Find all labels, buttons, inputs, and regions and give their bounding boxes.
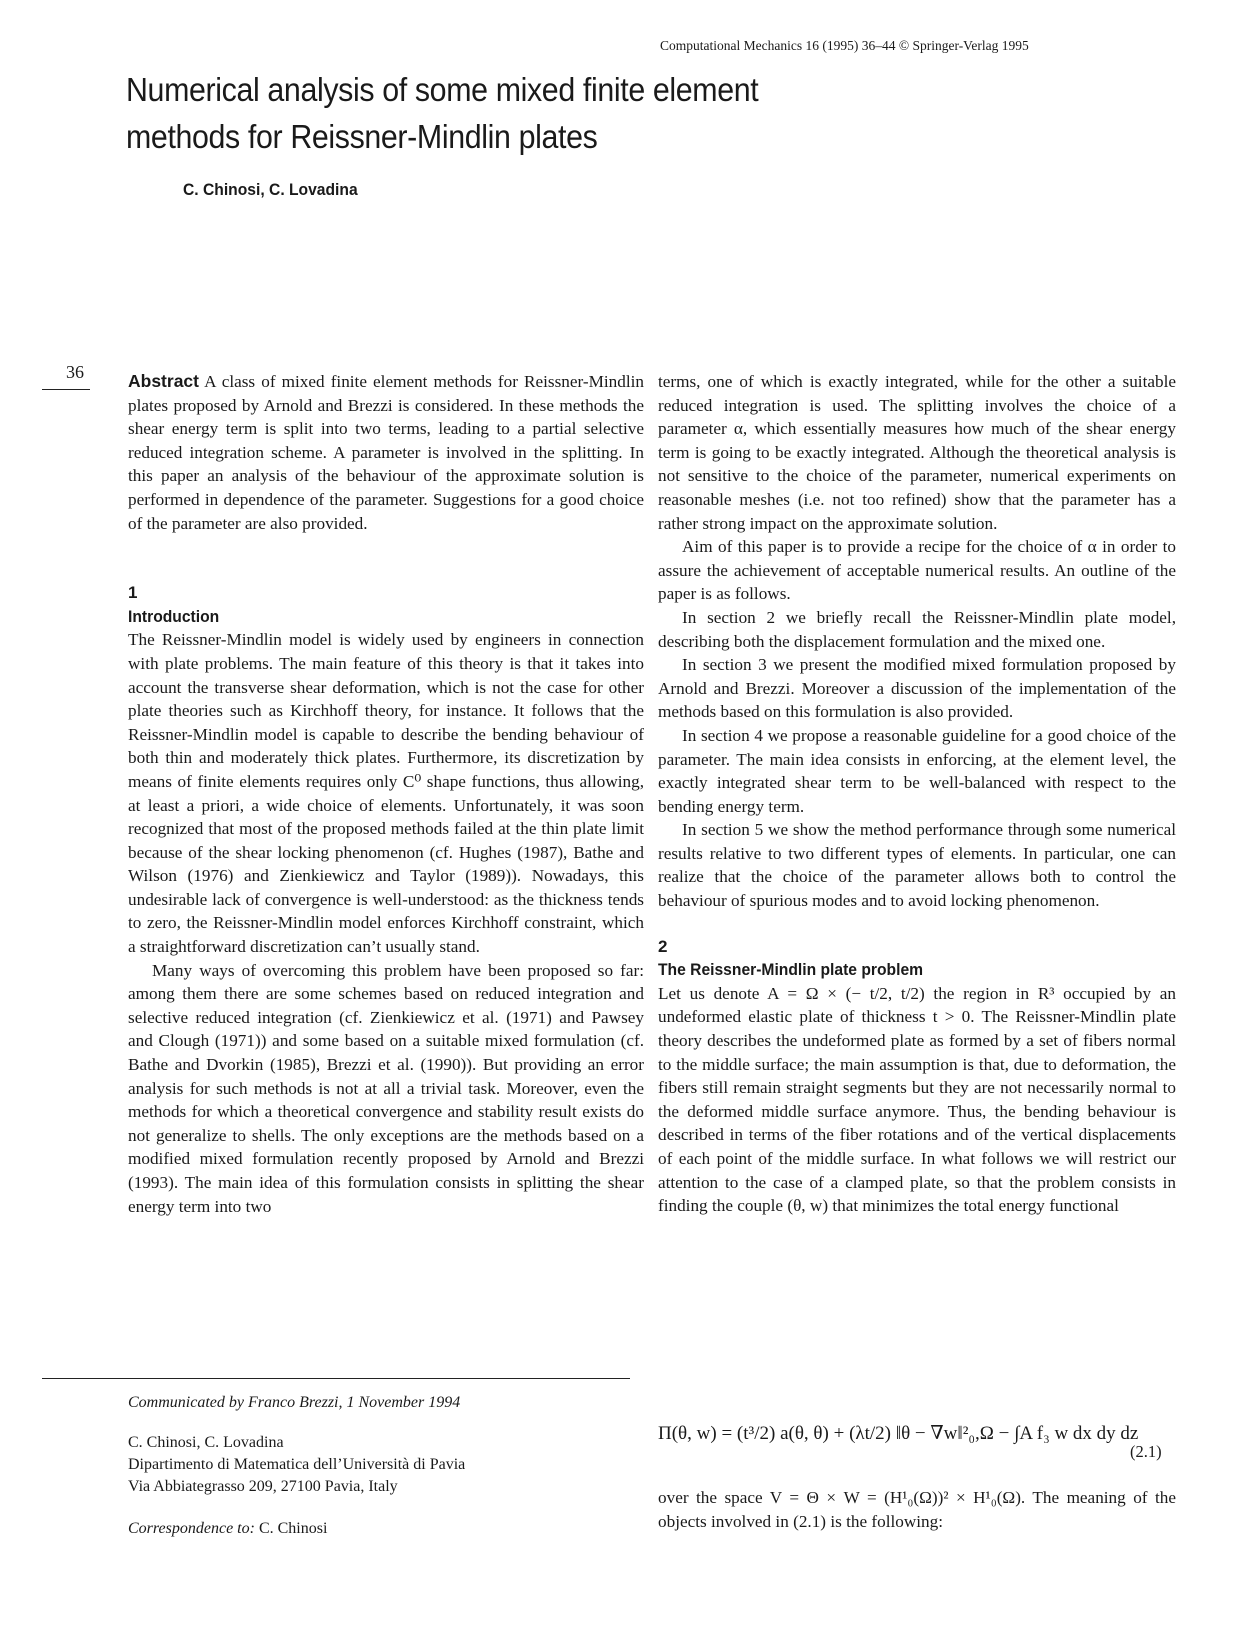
equation-text: Π(θ, w) = (t³/2) a(θ, θ) + (λt/2) ‖θ − ∇w‖²₀,Ω − ∫A f₃ w dx dy dz xyxy=(658,1423,1139,1444)
section-1-paragraph: terms, one of which is exactly integrated, while for the other a suitable reduced integration is used. The splitting involves the choice of a parameter α, which essentially measures how much of the shear energy term is going to be exactly integrated. Although the theoretical analysis is not sensitive to the choice of the parameter, numerical experiments on reasonable meshes (i.e. not too refined) show that the parameter has a rather strong impact on the approximate solution. xyxy=(658,372,1176,533)
correspondence-name: C. Chinosi xyxy=(258,1520,328,1537)
after-equation-text xyxy=(658,1486,1176,1533)
section-2-paragraph: over the space V = Θ × W = (H¹₀(Ω))² × H¹₀(Ω). The meaning of the objects involved in (2.1) is the following: xyxy=(658,1488,1176,1531)
section-1-paragraph: Many ways of overcoming this problem have been proposed so far: among them there are some schemes based on reduced integration and selective reduced integration (cf. Zienkiewicz et al. (1971) and Pawsey and Clough (1971)) and some based on a suitable mixed formulation (cf. Bathe and Dvorkin (1985), Brezzi et al. (1990)). But providing an error analysis for such methods is not at all a trivial task. Moreover, even the methods for which a theoretical convergence and stability result exists do not generalize to shells. The only exceptions are the methods based on a modified mixed formulation recently proposed by Arnold and Brezzi (1993). The main idea of this formulation consists in splitting the shear energy term into two xyxy=(128,960,644,1216)
affiliation-authors: C. Chinosi, C. Lovadina xyxy=(128,1434,284,1451)
section-1-number: 1 xyxy=(128,583,138,603)
section-2-paragraph: Let us denote A = Ω × (− t/2, t/2) the region in R³ occupied by an undeformed elastic plate of thickness t > 0. The Reissner-Mindlin plate theory describes the undeformed plate as formed by a set of fibers normal to the middle surface; the main assumption is that, due to deformation, the fibers still remain straight segments but they are not necessarily normal to the deformed middle surface anymore. Thus, the bending behaviour is described in terms of the fiber rotations and of the vertical displacements of each point of the middle surface. In what follows we will restrict our attention to the case of a clamped plate, so that the problem consists in finding the couple (θ, w) that minimizes the total energy functional xyxy=(658,983,1176,1216)
communicated-note: Communicated by Franco Brezzi, 1 November 1994 xyxy=(128,1394,461,1411)
section-1-paragraph: The Reissner-Mindlin model is widely used by engineers in connection with plate problems. The main feature of this theory is that it takes into account the transverse shear deformation, which is not the case for other plate theories such as Kirchhoff theory, for instance. It follows that the Reissner-Mindlin model is capable to describe the bending behaviour of both thin and moderately thick plates. Furthermore, its discretization by means of finite elements requires only C⁰ shape functions, thus allowing, at least a priori, a wide choice of elements. Unfortunately, it was soon recognized that most of the proposed methods failed at the thin plate limit because of the shear locking phenomenon (cf. Hughes (1987), Bathe and Wilson (1976) and Zienkiewicz and Taylor (1989)). Nowadays, this undesirable lack of convergence is well-understood: as the thickness tends to zero, the Reissner-Mindlin model enforces Kirchhoff constraint, which a straightforward discretization can’t usually stand. xyxy=(128,630,644,957)
title-line-1: Numerical analysis of some mixed finite element xyxy=(126,71,759,108)
journal-citation: Computational Mechanics 16 (1995) 36–44 © Springer-Verlag 1995 xyxy=(660,38,1029,53)
equation-2-1 xyxy=(658,1400,1176,1456)
abstract-text: A class of mixed finite element methods for Reissner-Mindlin plates proposed by Arnold and Brezzi is considered. In these methods the shear energy term is split into two terms, leading to a partial selective reduced integration scheme. A parameter is involved in the splitting. In this paper an analysis of the behaviour of the approximate solution is performed in dependence of the parameter. Suggestions for a good choice of the parameter are also provided. xyxy=(128,372,644,533)
section-1-paragraph: Aim of this paper is to provide a recipe for the choice of α in order to assure the achievement of acceptable numerical results. An outline of the paper is as follows. xyxy=(658,537,1176,604)
footnote-rule xyxy=(42,1378,630,1379)
section-1-paragraph: In section 4 we propose a reasonable guideline for a good choice of the parameter. The main idea consists in enforcing, at the element level, the exactly integrated shear term to be well-balanced with respect to the bending energy term. xyxy=(658,725,1176,816)
affiliation-address: Via Abbiategrasso 209, 27100 Pavia, Italy xyxy=(128,1478,398,1495)
section-1-title: Introduction xyxy=(128,606,220,626)
abstract-label: Abstract xyxy=(128,371,199,391)
affiliation-department: Dipartimento di Matematica dell’Università di Pavia xyxy=(128,1456,466,1473)
section-2-number: 2 xyxy=(658,936,668,956)
paper-title xyxy=(126,66,825,160)
section-1-paragraph: In section 2 we briefly recall the Reissner-Mindlin plate model, describing both the displacement formulation and the mixed one. xyxy=(658,607,1176,651)
section-1-paragraph: In section 3 we present the modified mixed formulation proposed by Arnold and Brezzi. Moreover a discussion of the implementation of the methods based on this formulation is also provided. xyxy=(658,655,1176,722)
right-column xyxy=(658,370,1176,1218)
abstract xyxy=(128,370,644,535)
page-number: 36 xyxy=(66,362,84,382)
left-column xyxy=(128,370,644,1218)
section-2-title: The Reissner-Mindlin plate problem xyxy=(658,960,924,980)
equation-number: (2.1) xyxy=(1130,1442,1162,1461)
correspondence xyxy=(128,1518,628,1540)
title-line-2: methods for Reissner-Mindlin plates xyxy=(126,118,598,155)
page-number-rule xyxy=(42,389,90,390)
authors: C. Chinosi, C. Lovadina xyxy=(183,180,358,199)
section-1-paragraph: In section 5 we show the method performance through some numerical results relative to two different types of elements. In particular, one can realize that the choice of the parameter allows both to control the behaviour of spurious modes and to avoid locking phenomenon. xyxy=(658,820,1176,911)
correspondence-label: Correspondence to: xyxy=(128,1520,255,1537)
